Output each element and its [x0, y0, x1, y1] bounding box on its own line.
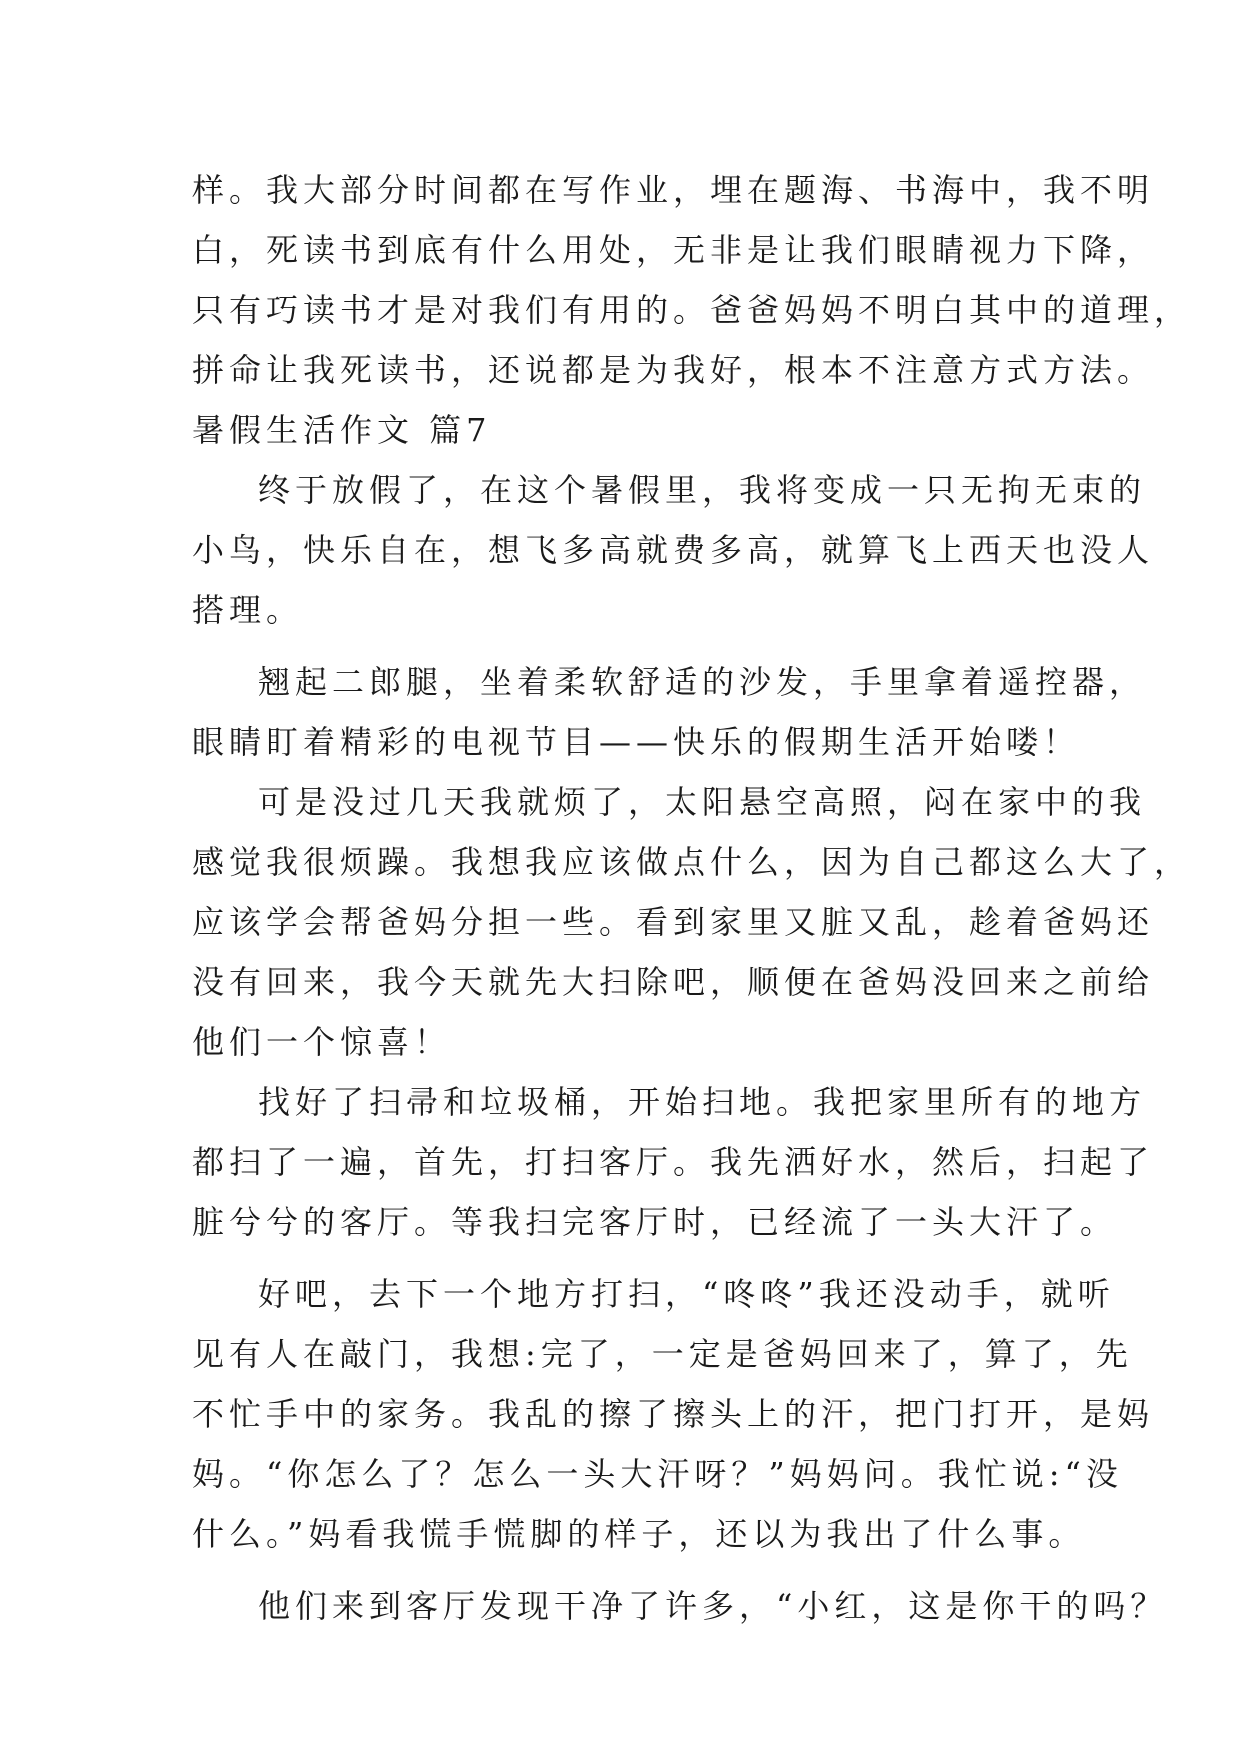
text-line: 什么。”妈看我慌手慌脚的样子，还以为我出了什么事。 [192, 1515, 1086, 1553]
text-line: 见有人在敲门，我想:完了，一定是爸妈回来了，算了，先 [192, 1335, 1133, 1373]
text-line: 白，死读书到底有什么用处，无非是让我们眼睛视力下降， [192, 231, 1155, 269]
text-line: 可是没过几天我就烦了，太阳悬空高照，闷在家中的我 [258, 783, 1147, 821]
text-line: 只有巧读书才是对我们有用的。爸爸妈妈不明白其中的道理， [192, 291, 1192, 329]
text-line: 终于放假了，在这个暑假里，我将变成一只无拘无束的 [258, 471, 1147, 509]
text-line: 翘起二郎腿，坐着柔软舒适的沙发，手里拿着遥控器， [258, 663, 1147, 701]
text-line: 不忙手中的家务。我乱的擦了擦头上的汗，把门打开，是妈 [192, 1395, 1155, 1433]
text-line: 应该学会帮爸妈分担一些。看到家里又脏又乱，趁着爸妈还 [192, 903, 1155, 941]
document-body [192, 160, 1192, 1636]
text-line: 妈。“你怎么了？怎么一头大汗呀？”妈妈问。我忙说:“没 [192, 1455, 1123, 1493]
text-line: 都扫了一遍，首先，打扫客厅。我先洒好水，然后，扫起了 [192, 1143, 1155, 1181]
text-line: 样。我大部分时间都在写作业，埋在题海、书海中，我不明 [192, 171, 1155, 209]
text-line: 好吧，去下一个地方打扫，“咚咚”我还没动手，就听 [258, 1275, 1115, 1313]
text-line: 他们来到客厅发现干净了许多，“小红，这是你干的吗？ [258, 1587, 1168, 1625]
text-line: 感觉我很烦躁。我想我应该做点什么，因为自己都这么大了， [192, 843, 1192, 881]
text-line: 拼命让我死读书，还说都是为我好，根本不注意方式方法。 [192, 351, 1155, 389]
text-line: 脏兮兮的客厅。等我扫完客厅时，已经流了一头大汗了。 [192, 1203, 1118, 1241]
text-line: 眼睛盯着精彩的电视节目——快乐的假期生活开始喽！ [192, 723, 1081, 761]
text-line: 没有回来，我今天就先大扫除吧，顺便在爸妈没回来之前给 [192, 963, 1155, 1001]
text-line: 搭理。 [192, 591, 304, 629]
text-line: 小鸟，快乐自在，想飞多高就费多高，就算飞上西天也没人 [192, 531, 1155, 569]
section-heading: 暑假生活作文 篇7 [192, 411, 492, 449]
text-line: 他们一个惊喜！ [192, 1023, 452, 1061]
text-line: 找好了扫帚和垃圾桶，开始扫地。我把家里所有的地方 [258, 1083, 1147, 1121]
